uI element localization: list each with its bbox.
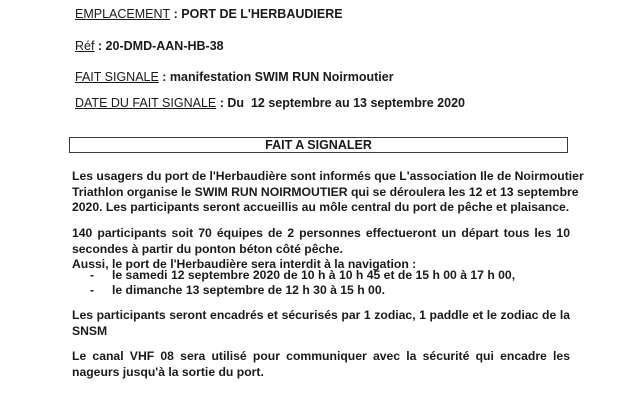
paragraph-security <box>72 308 570 339</box>
paragraph-line: secondes à partir du ponton béton côté pêche. <box>72 241 343 256</box>
reference-row <box>75 39 224 53</box>
list-item <box>90 283 515 298</box>
paragraph-line: Les usagers du port de l'Herbaudière sont informés que L'association Ile de Noirmoutier <box>72 169 584 183</box>
fait-signale-label: FAIT SIGNALE <box>75 70 159 84</box>
paragraph-line: SNSM <box>72 323 108 338</box>
emplacement-value: : PORT DE L'HERBAUDIERE <box>170 7 343 21</box>
list-item <box>90 268 515 283</box>
emplacement-row <box>75 7 343 21</box>
date-label: DATE DU FAIT SIGNALE <box>75 96 217 110</box>
paragraph-vhf <box>72 349 570 380</box>
reference-value: : 20-DMD-AAN-HB-38 <box>94 39 224 53</box>
section-title-box: FAIT A SIGNALER <box>69 137 568 153</box>
bullet-marker: - <box>90 283 95 297</box>
bullet-marker: - <box>90 268 95 282</box>
paragraph-line: Le canal VHF 08 sera utilisé pour communiquer avec la sécurité qui encadre les <box>72 349 570 363</box>
date-row <box>75 96 465 110</box>
fait-signale-value: : manifestation SWIM RUN Noirmoutier <box>158 70 394 84</box>
paragraph-line: 140 participants soit 70 équipes de 2 personnes effectueront un départ tous les 10 <box>72 226 570 240</box>
paragraph-line: Les participants seront encadrés et sécurisés par 1 zodiac, 1 paddle et le zodiac de la <box>72 308 570 322</box>
paragraph-intro <box>72 169 584 216</box>
navigation-ban-list <box>90 268 515 298</box>
paragraph-line: nageurs jusqu'à la sortie du port. <box>72 364 264 379</box>
paragraph-line: 2020. Les participants seront accueillis au môle central du port de pêche et plaisance. <box>72 200 570 214</box>
list-item-text: le samedi 12 septembre 2020 de 10 h à 10 h 45 et de 15 h 00 à 17 h 00, <box>112 268 516 282</box>
paragraph-line: Aussi, le port de l'Herbaudière sera interdit à la navigation : <box>72 257 417 271</box>
fait-signale-row <box>75 70 394 84</box>
paragraph-participants <box>72 226 570 273</box>
emplacement-label: EMPLACEMENT <box>75 7 171 21</box>
paragraph-line: Triathlon organise le SWIM RUN NOIRMOUTIER qui se déroulera les 12 et 13 septembre <box>72 184 579 199</box>
list-item-text: le dimanche 13 septembre de 12 h 30 à 15 h 00. <box>112 283 385 297</box>
reference-label: Réf <box>75 39 95 53</box>
date-value: : Du 12 septembre au 13 septembre 2020 <box>216 96 465 110</box>
